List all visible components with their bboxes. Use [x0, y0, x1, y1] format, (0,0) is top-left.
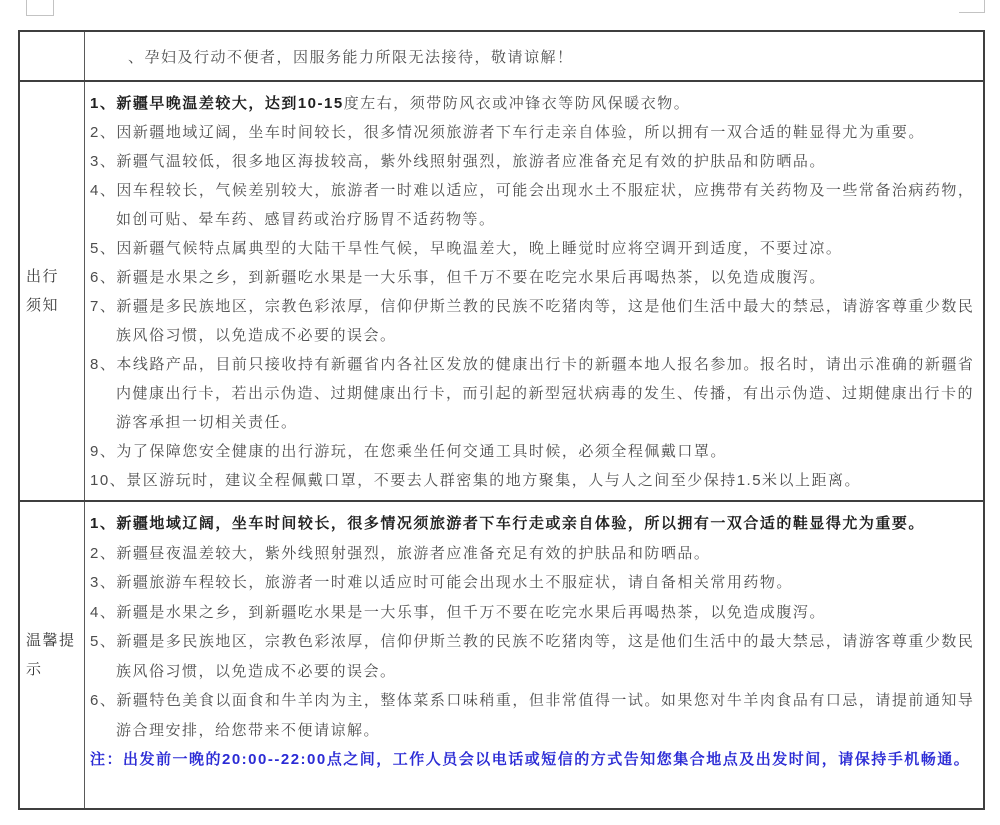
tip-item — [90, 509, 975, 539]
notice-item — [90, 350, 975, 437]
item-text: 新疆昼夜温差较大，紫外线照射强烈，旅游者应准备充足有效的护肤品和防晒品。 — [116, 544, 711, 562]
tip-item — [90, 598, 975, 628]
item-number: 2、 — [90, 544, 117, 562]
intro-text: 、孕妇及行动不便者，因服务能力所限无法接待，敬请谅解！ — [128, 48, 574, 66]
item-number: 5、 — [90, 633, 117, 650]
tip-item — [90, 568, 975, 598]
label-line: 示 — [26, 661, 43, 678]
item-text-bold: 新疆地域辽阔，坐车时间较长，很多情况须旅游者下车行走或亲自体验，所以拥有一双合适的鞋显得尤为重要。 — [116, 515, 925, 532]
item-text: 因新疆地域辽阔，坐车时间较长，很多情况须旅游者下车行走亲自体验，所以拥有一双合适的鞋显得尤为重要。 — [116, 124, 925, 141]
travel-notice-content — [85, 82, 983, 500]
item-text: 度左右，须带防风衣或冲锋衣等防风保暖衣物。 — [343, 95, 691, 112]
intro-label-cell — [20, 32, 85, 80]
item-text: 新疆特色美食以面食和牛羊肉为主，整体菜系口味稍重，但非常值得一试。如果您对牛羊肉食品有口忌，请提前通知导游合理安排，给您带来不便请谅解。 — [116, 692, 975, 739]
item-text: 新疆旅游车程较长，旅游者一时难以适应时可能会出现水土不服症状，请自备相关常用药物。 — [116, 574, 793, 591]
item-number: 7、 — [90, 298, 117, 315]
item-text: 景区游玩时，建议全程佩戴口罩，不要去人群密集的地方聚集，人与人之间至少保持1.5米以上距离。 — [126, 472, 862, 489]
tip-item — [90, 627, 975, 686]
notice-item — [90, 118, 975, 147]
departure-note: 注：出发前一晚的20:00--22:00点之间，工作人员会以电话或短信的方式告知您集合地点及出发时间，请保持手机畅通。 — [90, 751, 971, 768]
item-number: 1、 — [90, 515, 117, 532]
item-text: 为了保障您安全健康的出行游玩，在您乘坐任何交通工具时候，必须全程佩戴口罩。 — [116, 443, 727, 460]
item-text: 新疆是多民族地区，宗教色彩浓厚，信仰伊斯兰教的民族不吃猪肉等，这是他们生活中的最大禁忌，请游客尊重少数民族风俗习惯，以免造成不必要的误会。 — [116, 633, 975, 680]
item-number: 4、 — [90, 182, 117, 199]
notice-item — [90, 292, 975, 350]
item-number: 2、 — [90, 124, 117, 141]
notice-item — [90, 263, 975, 292]
item-text: 本线路产品，目前只接收持有新疆省内各社区发放的健康出行卡的新疆本地人报名参加。报名时，请出示准确的新疆省内健康出行卡，若出示伪造、过期健康出行卡，而引起的新型冠状病毒的发生、传播，有出示伪造、过期健康出行卡的游客承担一切相关责任。 — [116, 356, 975, 431]
item-number: 6、 — [90, 269, 117, 286]
table-row-travel-notice — [20, 82, 983, 502]
intro-content-cell — [85, 32, 983, 80]
notice-item — [90, 466, 975, 495]
item-number: 10、 — [90, 472, 127, 489]
item-number: 9、 — [90, 443, 117, 460]
label-line: 出行 — [26, 268, 60, 285]
notice-item — [90, 89, 975, 118]
item-number: 6、 — [90, 692, 117, 709]
item-text-bold: 新疆早晚温差较大，达到10-15 — [116, 95, 344, 112]
item-number: 3、 — [90, 153, 117, 170]
item-text: 新疆是水果之乡，到新疆吃水果是一大乐事，但千万不要在吃完水果后再喝热茶，以免造成腹泻。 — [116, 603, 826, 621]
warm-tips-content — [85, 502, 983, 808]
table-row-warm-tips — [20, 502, 983, 808]
notice-item — [90, 437, 975, 466]
item-number: 1、 — [90, 95, 117, 112]
notice-item — [90, 234, 975, 263]
item-number: 4、 — [90, 603, 117, 621]
section-label-warm-tips — [20, 502, 85, 808]
item-text: 新疆是水果之乡，到新疆吃水果是一大乐事，但千万不要在吃完水果后再喝热茶，以免造成腹泻。 — [116, 269, 826, 286]
item-number: 3、 — [90, 574, 117, 591]
item-text: 因新疆气候特点属典型的大陆干旱性气候，早晚温差大，晚上睡觉时应将空调开到适度，不要过凉。 — [116, 240, 843, 257]
notice-item — [90, 176, 975, 234]
travel-notice-table — [18, 30, 985, 810]
item-number: 8、 — [90, 356, 117, 373]
notice-item — [90, 147, 975, 176]
section-label-travel-notice — [20, 82, 85, 500]
crop-mark-top-left — [26, 0, 54, 16]
label-line: 须知 — [26, 297, 60, 314]
item-text: 因车程较长，气候差别较大，旅游者一时难以适应，可能会出现水土不服症状，应携带有关药物及一些常备治病药物，如创可贴、晕车药、感冒药或治疗肠胃不适药物等。 — [116, 182, 975, 228]
label-line: 温馨提 — [26, 632, 76, 649]
table-row-intro — [20, 32, 983, 82]
item-text: 新疆是多民族地区，宗教色彩浓厚，信仰伊斯兰教的民族不吃猪肉等，这是他们生活中最大的禁忌，请游客尊重少数民族风俗习惯，以免造成不必要的误会。 — [116, 298, 975, 344]
tip-item — [90, 539, 975, 569]
item-text: 新疆气温较低，很多地区海拔较高，紫外线照射强烈，旅游者应准备充足有效的护肤品和防晒品。 — [116, 153, 826, 170]
item-number: 5、 — [90, 240, 117, 257]
crop-mark-top-right — [959, 0, 985, 13]
tip-item — [90, 686, 975, 745]
